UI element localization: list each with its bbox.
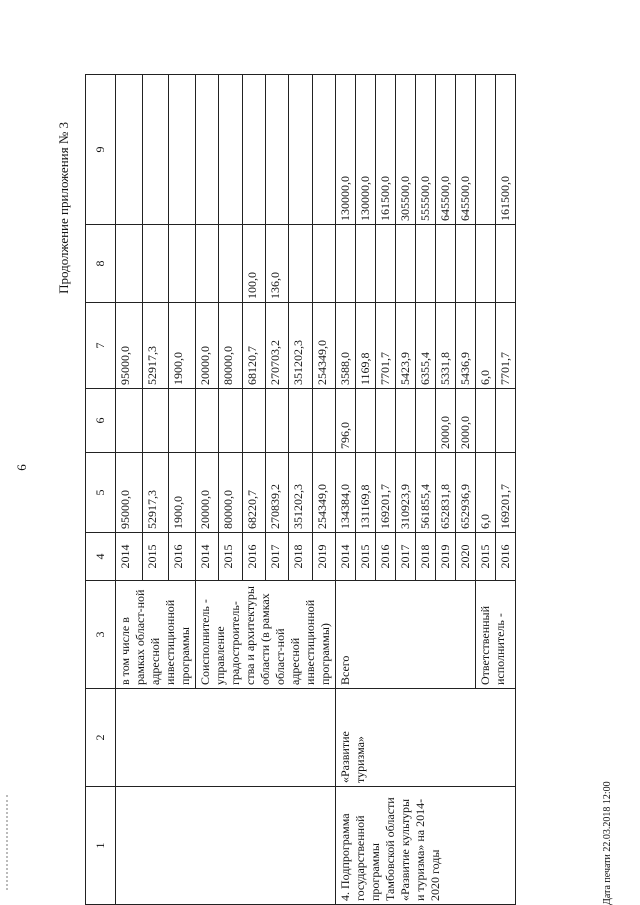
value-cell	[476, 75, 496, 225]
value-cell: 6,0	[476, 453, 496, 533]
value-cell: 652831,8	[436, 453, 456, 533]
year-cell: 2016	[496, 533, 516, 581]
value-cell	[356, 225, 376, 303]
year-cell: 2014	[196, 533, 219, 581]
margin-dots	[6, 795, 10, 890]
group-label-coexecutor: Соисполнитель - управление градостроитель-ства и архитектуры области (в рамках област-ной адресной инвестиционной программы)	[196, 581, 336, 689]
group-label-executor: Ответственный исполнитель -	[476, 581, 516, 689]
value-cell: 351202,3	[289, 303, 312, 389]
value-cell	[265, 389, 288, 453]
value-cell	[265, 75, 288, 225]
col-header: 5	[86, 453, 116, 533]
value-cell	[312, 75, 335, 225]
value-cell	[116, 225, 143, 303]
value-cell	[376, 389, 396, 453]
value-cell	[289, 225, 312, 303]
value-cell: 52917,3	[142, 303, 169, 389]
value-cell: 80000,0	[219, 453, 242, 533]
value-cell: 68220,7	[242, 453, 265, 533]
year-cell: 2018	[289, 533, 312, 581]
col-header: 3	[86, 581, 116, 689]
value-cell	[196, 389, 219, 453]
value-cell	[116, 389, 143, 453]
value-cell	[336, 225, 356, 303]
value-cell: 645500,0	[436, 75, 456, 225]
value-cell: 169201,7	[376, 453, 396, 533]
value-cell	[289, 389, 312, 453]
year-cell: 2016	[169, 533, 196, 581]
group-label-total: Всего	[336, 581, 476, 689]
value-cell	[396, 389, 416, 453]
value-cell	[142, 75, 169, 225]
year-cell: 2017	[265, 533, 288, 581]
value-cell: 7701,7	[376, 303, 396, 389]
table-row	[116, 75, 143, 905]
value-cell: 130000,0	[356, 75, 376, 225]
header-row	[86, 75, 116, 905]
year-cell: 2014	[116, 533, 143, 581]
value-cell: 7701,7	[496, 303, 516, 389]
value-cell	[219, 389, 242, 453]
budget-table	[85, 74, 516, 905]
value-cell: 169201,7	[496, 453, 516, 533]
value-cell: 555500,0	[416, 75, 436, 225]
value-cell: 20000,0	[196, 303, 219, 389]
value-cell	[196, 75, 219, 225]
year-cell: 2015	[219, 533, 242, 581]
value-cell	[196, 225, 219, 303]
value-cell	[476, 225, 496, 303]
value-cell	[416, 225, 436, 303]
col-header: 4	[86, 533, 116, 581]
value-cell: 68120,7	[242, 303, 265, 389]
value-cell: 20000,0	[196, 453, 219, 533]
value-cell: 2000,0	[436, 389, 456, 453]
continued-cell	[116, 787, 336, 905]
value-cell	[396, 225, 416, 303]
value-cell: 136,0	[265, 225, 288, 303]
col-header: 2	[86, 689, 116, 787]
value-cell: 6,0	[476, 303, 496, 389]
value-cell	[496, 389, 516, 453]
year-cell: 2018	[416, 533, 436, 581]
value-cell: 561855,4	[416, 453, 436, 533]
value-cell: 652936,9	[456, 453, 476, 533]
value-cell: 305500,0	[396, 75, 416, 225]
col-header: 9	[86, 75, 116, 225]
col-header: 1	[86, 787, 116, 905]
year-cell: 2015	[356, 533, 376, 581]
value-cell	[219, 75, 242, 225]
value-cell: 134384,0	[336, 453, 356, 533]
value-cell: 310923,9	[396, 453, 416, 533]
value-cell: 95000,0	[116, 303, 143, 389]
value-cell	[169, 225, 196, 303]
value-cell: 796,0	[336, 389, 356, 453]
value-cell: 645500,0	[456, 75, 476, 225]
value-cell	[456, 225, 476, 303]
value-cell	[476, 389, 496, 453]
value-cell: 52917,3	[142, 453, 169, 533]
year-cell: 2016	[242, 533, 265, 581]
value-cell: 3588,0	[336, 303, 356, 389]
continuation-heading: Продолжение приложения № 3	[56, 122, 71, 294]
value-cell	[142, 389, 169, 453]
year-cell: 2019	[312, 533, 335, 581]
table-body	[116, 75, 516, 905]
value-cell: 95000,0	[116, 453, 143, 533]
value-cell	[219, 225, 242, 303]
value-cell: 130000,0	[336, 75, 356, 225]
value-cell	[356, 389, 376, 453]
value-cell: 100,0	[242, 225, 265, 303]
value-cell: 1900,0	[169, 303, 196, 389]
value-cell: 5436,9	[456, 303, 476, 389]
value-cell: 2000,0	[456, 389, 476, 453]
value-cell: 5423,9	[396, 303, 416, 389]
value-cell	[242, 75, 265, 225]
value-cell: 351202,3	[289, 453, 312, 533]
value-cell: 270703,2	[265, 303, 288, 389]
value-cell: 161500,0	[496, 75, 516, 225]
year-cell: 2016	[376, 533, 396, 581]
event-title: «Развитие туризма»	[336, 689, 516, 787]
value-cell	[416, 389, 436, 453]
landscape-page	[14, 30, 640, 905]
group-label-in-aip: в том числе в рамках област-ной адресной инвестиционной программы	[116, 581, 196, 689]
col-header: 7	[86, 303, 116, 389]
year-cell: 2014	[336, 533, 356, 581]
value-cell	[312, 389, 335, 453]
year-cell: 2017	[396, 533, 416, 581]
value-cell	[436, 225, 456, 303]
subprogram-title: 4. Подпрограмма государственной программы Тамбовской области «Развитие культуры и туризма» на 2014-2020 годы	[336, 787, 516, 905]
value-cell: 80000,0	[219, 303, 242, 389]
value-cell: 5331,8	[436, 303, 456, 389]
year-cell: 2019	[436, 533, 456, 581]
value-cell: 254349,0	[312, 453, 335, 533]
value-cell	[242, 389, 265, 453]
value-cell	[169, 75, 196, 225]
value-cell	[116, 75, 143, 225]
value-cell	[376, 225, 396, 303]
year-cell: 2020	[456, 533, 476, 581]
value-cell: 270839,2	[265, 453, 288, 533]
table-row	[336, 75, 356, 905]
value-cell: 161500,0	[376, 75, 396, 225]
value-cell: 1900,0	[169, 453, 196, 533]
page-number: 6	[14, 464, 29, 471]
value-cell: 254349,0	[312, 303, 335, 389]
value-cell: 1169,8	[356, 303, 376, 389]
value-cell	[289, 75, 312, 225]
value-cell	[169, 389, 196, 453]
value-cell: 131169,8	[356, 453, 376, 533]
col-header: 8	[86, 225, 116, 303]
value-cell: 6355,4	[416, 303, 436, 389]
value-cell	[142, 225, 169, 303]
col-header: 6	[86, 389, 116, 453]
print-date: Дата печати 22.03.2018 12:00	[602, 781, 613, 905]
year-cell: 2015	[142, 533, 169, 581]
value-cell	[312, 225, 335, 303]
year-cell: 2015	[476, 533, 496, 581]
continued-cell	[116, 689, 336, 787]
value-cell	[496, 225, 516, 303]
